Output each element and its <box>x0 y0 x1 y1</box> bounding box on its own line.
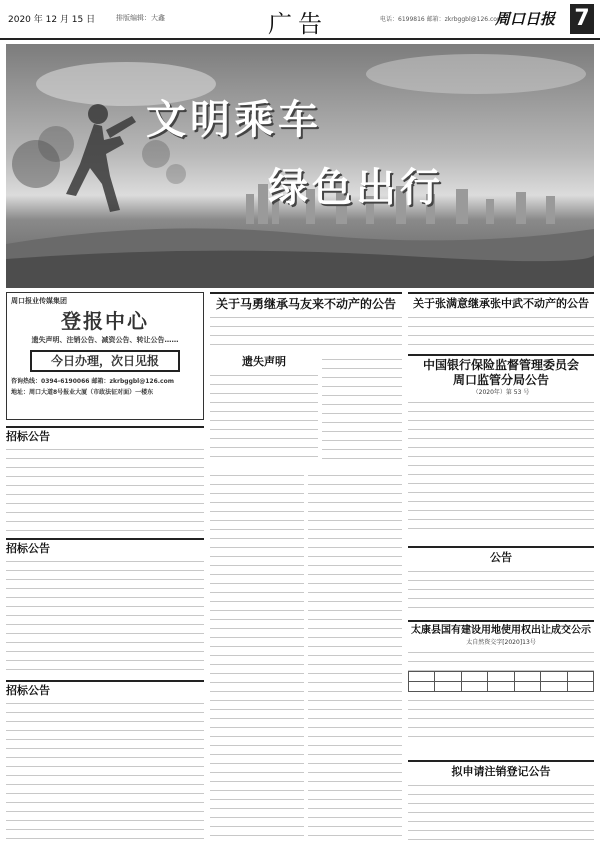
editor-credit: 排版编辑：大鑫 <box>116 14 165 22</box>
banner-title-line1: 文明乘车 <box>146 96 322 143</box>
tender-heading-2: 招标公告 <box>6 542 50 555</box>
service-title: 登报中心 <box>61 309 149 333</box>
service-email: zkrbggbl@126.com <box>109 378 174 385</box>
banner-image <box>6 44 594 288</box>
notice-land <box>408 620 594 754</box>
insurance-subtitle: 周口监管分局公告 <box>452 373 549 387</box>
mid-column-1 <box>210 470 304 844</box>
notice-mayong-text <box>210 312 402 350</box>
insurance-number: （2020年）第 53 号 <box>472 389 530 396</box>
tender-text-3 <box>6 698 204 844</box>
land-text <box>408 647 594 671</box>
email-label: 邮箱： <box>91 378 110 385</box>
tender-heading-1: 招标公告 <box>6 430 50 443</box>
service-promise: 今日办理，次日见报 <box>30 350 180 372</box>
land-title: 太康县国有建设用地使用权出让成交公示 <box>411 625 591 636</box>
tender-column <box>6 426 204 844</box>
mid-column-2 <box>308 470 402 844</box>
service-list: 遗失声明、注销公告、减资公告、转让公告…… <box>31 336 179 344</box>
service-org: 周口报业传媒集团 <box>11 297 67 305</box>
notice-insurance <box>408 354 594 540</box>
banner-title-line2: 绿色出行 <box>268 164 444 211</box>
land-text-2 <box>408 695 594 739</box>
cancel-text <box>408 780 594 844</box>
notice-lost <box>210 354 318 464</box>
issue-date: 2020 年 12 月 15 日 <box>8 15 96 25</box>
newspaper-logo: 周口日报 <box>495 10 556 28</box>
notice-lost-title: 遗失声明 <box>242 355 286 368</box>
land-number: 太自然资交字[2020]13号 <box>466 639 536 646</box>
page-number: 7 <box>570 4 594 34</box>
ad-service-box <box>6 292 204 420</box>
insurance-text <box>408 397 594 537</box>
tender-heading-3: 招标公告 <box>6 684 50 697</box>
land-table <box>408 671 594 692</box>
tender-text-1 <box>6 444 204 532</box>
notice-lost-text-2 <box>322 354 402 464</box>
notice-zhangman <box>408 292 594 350</box>
notice-mayong-title: 关于马勇继承马友来不动产的公告 <box>215 297 396 311</box>
service-phone: 0394-6190066 <box>41 378 90 385</box>
announce-title: 公告 <box>490 551 512 564</box>
announce-text <box>408 566 594 616</box>
notice-zhangman-text <box>408 312 594 350</box>
notice-zhangman-title: 关于张满意继承张中武不动产的公告 <box>413 297 589 310</box>
insurance-title: 中国银行保险监督管理委员会 <box>422 358 579 372</box>
notice-cancel <box>408 760 594 844</box>
page-header <box>0 0 600 40</box>
contact-line: 电话：6199816 邮箱：zkrbggbl@126.com <box>380 16 503 23</box>
mid-column-2-text <box>308 470 402 844</box>
notice-mayong <box>210 292 402 350</box>
section-title: 广告 <box>268 10 328 38</box>
mid-column-1-text <box>210 470 304 844</box>
tender-text-2 <box>6 556 204 674</box>
phone-label: 咨询热线： <box>11 378 42 385</box>
notice-lost-text <box>210 370 318 462</box>
service-address: 地址：周口大道8号报业大厦（市政法征对面）一楼东 <box>11 389 154 396</box>
notice-announce <box>408 546 594 616</box>
cancel-title: 拟申请注销登记公告 <box>451 765 551 778</box>
notice-lost-cont <box>322 354 402 464</box>
